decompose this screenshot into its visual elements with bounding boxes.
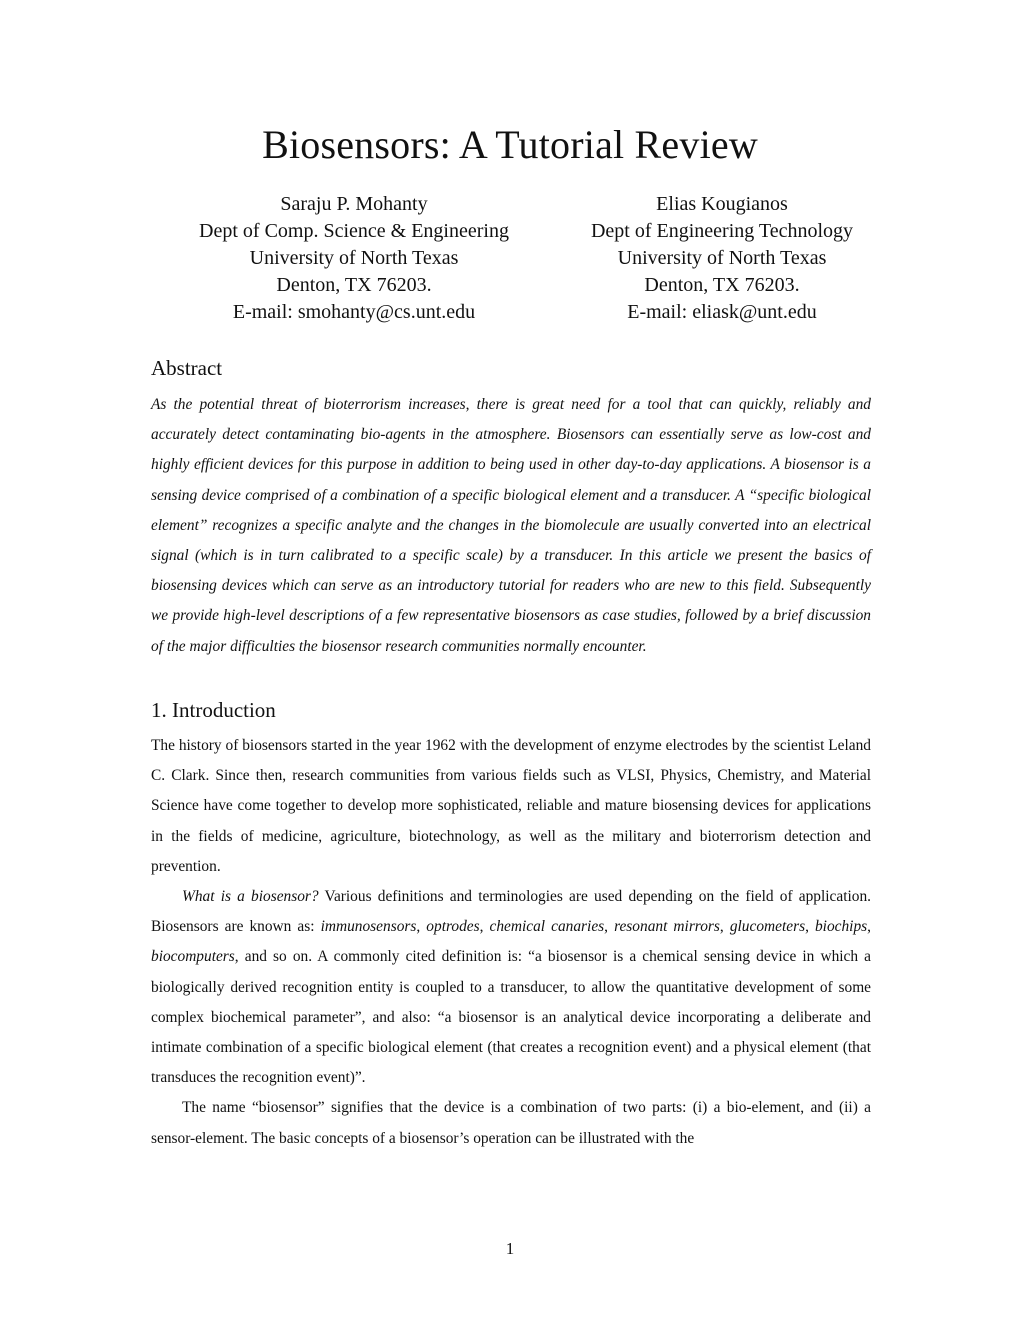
author-city: Denton, TX 76203. [644, 274, 800, 296]
term: chemical canaries [489, 918, 605, 936]
author-university: University of North Texas [617, 247, 827, 269]
author-block-kougianos [557, 191, 887, 326]
term: optrodes [426, 918, 480, 936]
abstract-heading: Abstract [151, 356, 223, 380]
introduction-body [151, 731, 871, 1154]
author-dept: Dept of Comp. Science & Engineering [199, 220, 509, 242]
author-university: University of North Texas [249, 247, 459, 269]
paper-title: Biosensors: A Tutorial Review [262, 122, 758, 167]
author-dept: Dept of Engineering Technology [590, 220, 854, 242]
intro-paragraph-1: The history of biosensors started in the year 1962 with the development of enzyme electrodes by the scientist Leland C. Clark. Since then, research communities from various fields such as VLSI, Physics, Chemistry, and Material Science have come together to develop more sophisticated, reliable and mature biosensing devices for applications in the fields of medicine, agriculture, biotechnology, as well as the military and bioterrorism detection and prevention. [151, 737, 871, 875]
term: glucometers [729, 918, 806, 936]
introduction-heading: 1. Introduction [151, 698, 276, 722]
intro-question: What is a biosensor? [182, 888, 319, 906]
author-block-mohanty [151, 191, 557, 326]
term: biochips [814, 918, 868, 936]
term: resonant mirrors [614, 918, 720, 936]
intro-paragraph-3: The name “biosensor” signifies that the device is a combination of two parts: (i) a bio-element, and (ii) a sensor-element. The basic concepts of a biosensor’s operation can be illustrated with the [151, 1099, 871, 1147]
author-email: E-mail: eliask@unt.edu [627, 301, 817, 323]
term: biocomputers [151, 948, 235, 966]
term: immunosensors [320, 918, 417, 936]
abstract-text: As the potential threat of bioterrorism increases, there is great need for a tool that can quickly, reliably and accurately detect contaminating bio-agents in the atmosphere. Biosensors can essentially serve as low-cost and highly efficient devices for this purpose in addition to being used in other day-to-day applications. A biosensor is a sensing device comprised of a combination of a specific biological element and a transducer. A “specific biological element” recognizes a specific analyte and the changes in the biomolecule are usually converted into an electrical signal (which is in turn calibrated to a specific scale) by a transducer. In this article we present the basics of biosensing devices which can serve as an introductory tutorial for readers who are new to this field. Subsequently we provide high-level descriptions of a few representative biosensors as case studies, followed by a brief discussion of the major difficulties the biosensor research communities normally encounter. [151, 396, 871, 655]
author-name: Saraju P. Mohanty [280, 193, 428, 215]
author-city: Denton, TX 76203. [276, 274, 432, 296]
intro-paragraph-2: What is a biosensor? Various definitions and terminologies are used depending on the field of application. Biosensors are known as: immunosensors, optrodes, chemical canaries, resonant mirrors, glucometers, biochips, biocomputers, and so on. A commonly cited definition is: “a biosensor is a chemical sensing device in which a biologically derived recognition entity is coupled to a transducer, to allow the quantitative development of some complex biochemical parameter”, and also: “a biosensor is an analytical device incorporating a deliberate and intimate combination of a specific biological element (that creates a recognition event) and a physical element (that transduces the recognition event)”. [151, 888, 871, 1087]
author-name: Elias Kougianos [656, 193, 788, 215]
author-email: E-mail: smohanty@cs.unt.edu [232, 301, 476, 323]
page-number: 1 [505, 1239, 515, 1258]
